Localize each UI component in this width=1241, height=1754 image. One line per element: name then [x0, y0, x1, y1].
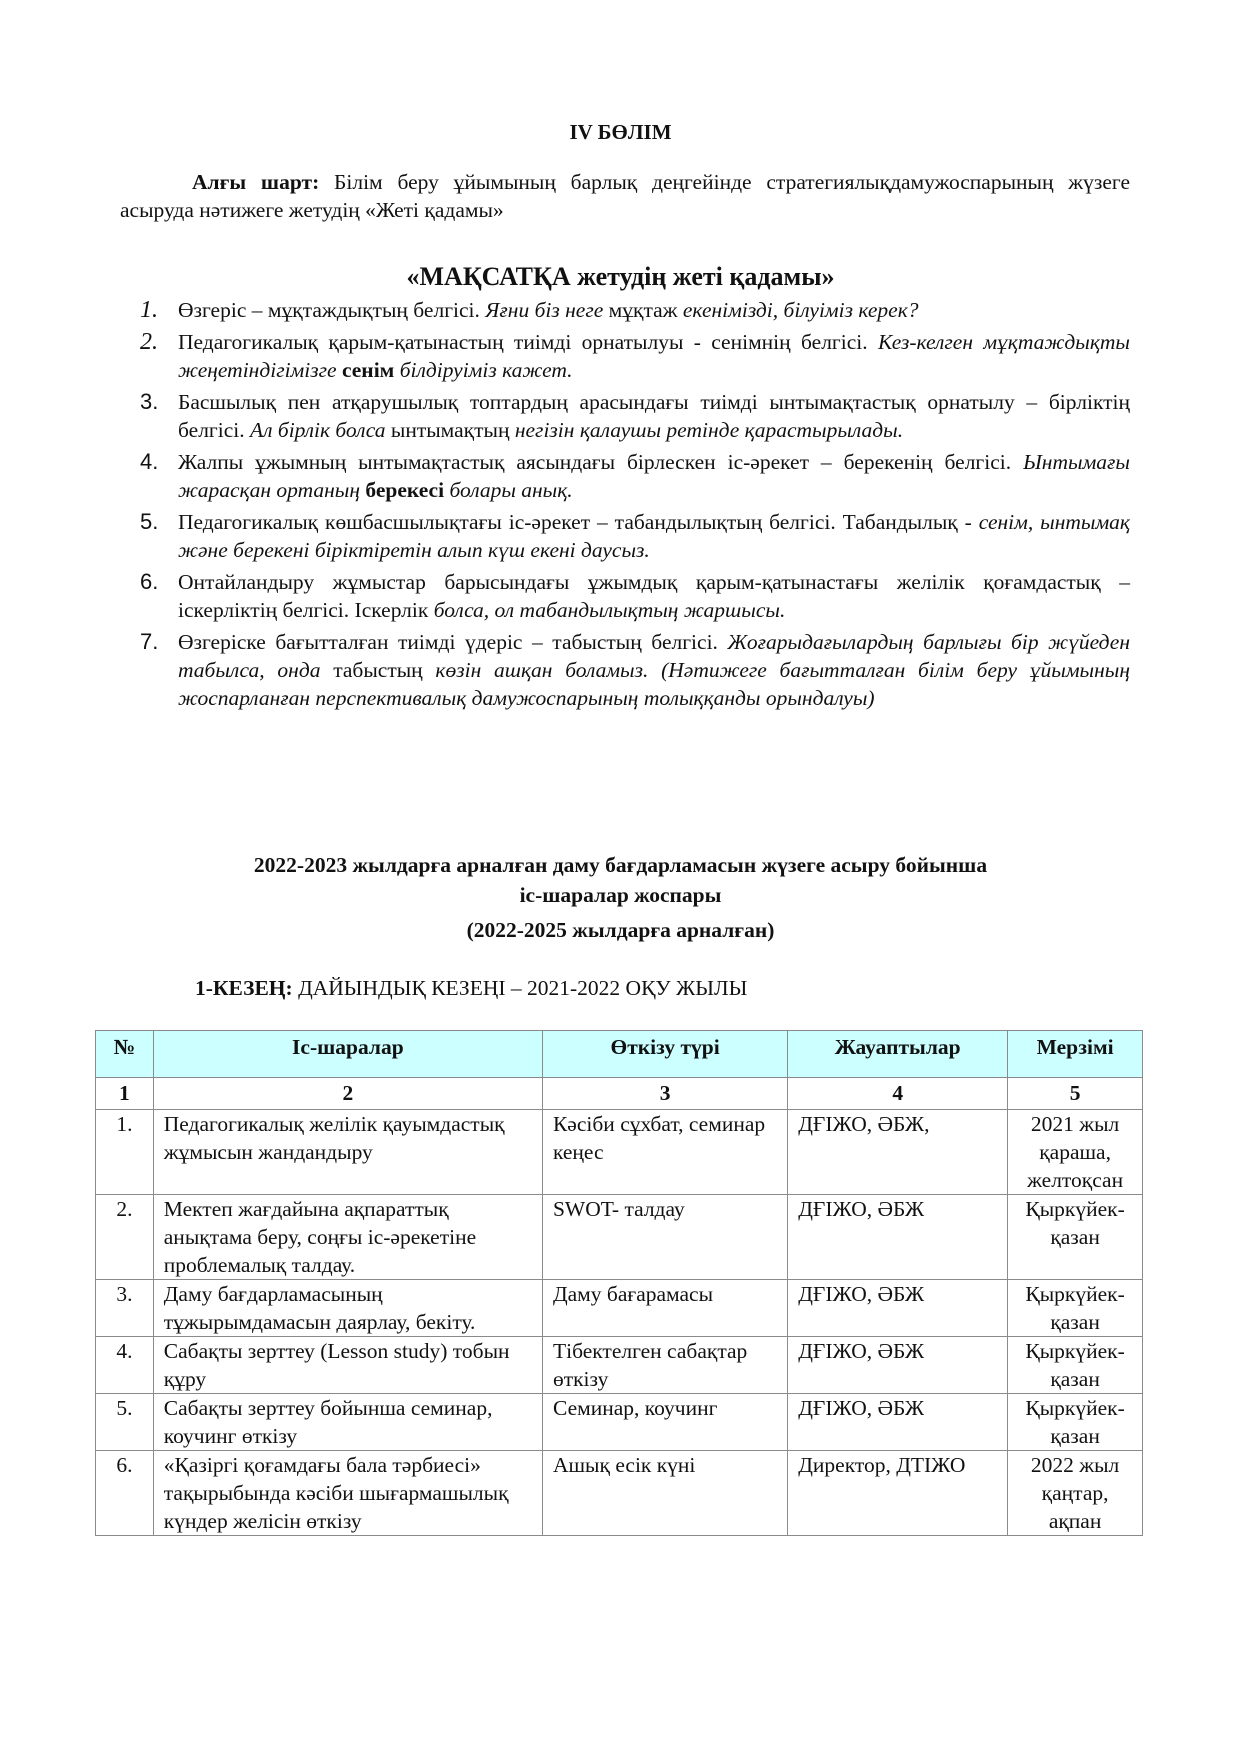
step-number: 3.	[140, 389, 159, 414]
plan-title-line-2: іс-шаралар жоспары	[519, 883, 722, 907]
step-text: ынтымақтың	[390, 418, 515, 442]
step-text: Жоғарыдағылардың барлығы бір жүйеден табылса, онда	[178, 630, 1130, 682]
section-title: IV БӨЛІМ	[569, 120, 672, 144]
table-row	[96, 1394, 1143, 1451]
step-text: Өзгеріс – мұқтаждықтың белгісі.	[178, 298, 486, 322]
table-row	[96, 1337, 1143, 1394]
column-number: 4	[788, 1078, 1008, 1110]
cell-deadline: Қыркүйек-қазан	[1008, 1337, 1143, 1394]
table-row	[96, 1110, 1143, 1195]
cell-activity: Педагогикалық желілік қауымдастық жұмысын жандандыру	[153, 1110, 542, 1195]
cell-activity: Даму бағдарламасының тұжырымдамасын даярлау, бекіту.	[153, 1280, 542, 1337]
cell-row-number: 3.	[96, 1280, 154, 1337]
column-header-number: №	[96, 1031, 154, 1078]
step-item	[120, 448, 1130, 504]
steps-list	[120, 296, 1130, 716]
cell-row-number: 6.	[96, 1451, 154, 1536]
step-text: сенім, ынтымақ және берекені біріктіретін алып күш екені даусыз.	[178, 510, 1130, 562]
table-header-row	[96, 1031, 1143, 1078]
plan-table	[95, 1030, 1143, 1536]
step-text: екенімізді, білуіміз керек?	[682, 298, 919, 322]
step-number: 2.	[140, 329, 158, 355]
step-number: 5.	[140, 509, 159, 534]
column-number: 5	[1008, 1078, 1143, 1110]
cell-deadline: Қыркүйек-қазан	[1008, 1195, 1143, 1280]
step-text: Яғни біз неге	[485, 298, 609, 322]
cell-activity: Сабақты зерттеу (Lesson study) тобын құру	[153, 1337, 542, 1394]
step-number: 1.	[140, 297, 158, 323]
step-text: сенім	[341, 358, 395, 382]
step-text: болса, ол табандылықтың жаршысы.	[433, 598, 786, 622]
column-header-responsible: Жауаптылар	[788, 1031, 1008, 1078]
cell-activity: «Қазіргі қоғамдағы бала тәрбиесі» тақырыбында кәсіби шығармашылық күндер желісін өткізу	[153, 1451, 542, 1536]
step-text: көзін ашқан боламыз. (Нәтижеге бағытталған білім беру ұйымының жоспарланған перспективалық дамужоспарының толыққанды орындалуы)	[178, 658, 1130, 710]
column-number: 3	[542, 1078, 787, 1110]
step-text: Ынтымағы жарасқан ортаның	[178, 450, 1130, 502]
cell-responsible: Директор, ДТІЖО	[788, 1451, 1008, 1536]
step-item	[120, 296, 1130, 324]
plan-subtitle: (2022-2025 жылдарға арналған)	[466, 918, 775, 942]
cell-format: SWOT- талдау	[542, 1195, 787, 1280]
cell-responsible: ДҒІЖО, ӘБЖ	[788, 1280, 1008, 1337]
column-number-row	[96, 1078, 1143, 1110]
table-row	[96, 1195, 1143, 1280]
cell-format: Кәсіби сұхбат, семинар кеңес	[542, 1110, 787, 1195]
cell-activity: Мектеп жағдайына ақпараттық анықтама беру, соңғы іс-әрекетіне проблемалық талдау.	[153, 1195, 542, 1280]
step-text: мұқтаж	[608, 298, 683, 322]
step-item	[120, 568, 1130, 624]
cell-row-number: 2.	[96, 1195, 154, 1280]
cell-row-number: 1.	[96, 1110, 154, 1195]
step-number: 4.	[140, 449, 159, 474]
column-header-format: Өткізу түрі	[542, 1031, 787, 1078]
table-row	[96, 1451, 1143, 1536]
cell-deadline: Қыркүйек-қазан	[1008, 1394, 1143, 1451]
cell-deadline: 2022 жыл қаңтар, ақпан	[1008, 1451, 1143, 1536]
column-number: 2	[153, 1078, 542, 1110]
cell-format: Семинар, коучинг	[542, 1394, 787, 1451]
cell-responsible: ДҒІЖО, ӘБЖ,	[788, 1110, 1008, 1195]
step-text: берекесі	[365, 478, 445, 502]
step-text: Жалпы ұжымның ынтымақтастық аясындағы бірлескен іс-әрекет – берекенің белгісі.	[178, 450, 1024, 474]
step-number: 7.	[140, 629, 159, 654]
cell-deadline: Қыркүйек-қазан	[1008, 1280, 1143, 1337]
cell-format: Ашық есік күні	[542, 1451, 787, 1536]
stage-text: ДАЙЫНДЫҚ КЕЗЕҢІ – 2021-2022 ОҚУ ЖЫЛЫ	[292, 976, 748, 1000]
step-item	[120, 628, 1130, 712]
table-row	[96, 1280, 1143, 1337]
cell-row-number: 5.	[96, 1394, 154, 1451]
cell-format: Тібектелген сабақтар өткізу	[542, 1337, 787, 1394]
cell-activity: Сабақты зерттеу бойынша семинар, коучинг өткізу	[153, 1394, 542, 1451]
column-header-activities: Іс-шаралар	[153, 1031, 542, 1078]
step-item	[120, 388, 1130, 444]
column-number: 1	[96, 1078, 154, 1110]
cell-responsible: ДҒІЖО, ӘБЖ	[788, 1195, 1008, 1280]
step-text: негізін қалаушы ретінде қарастырылады.	[514, 418, 904, 442]
premise-text: Білім беру ұйымының барлық деңгейінде стратегиялықдамужоспарының жүзеге асыруда нәтижеге жетудің «Жеті қадамы»	[120, 170, 1130, 222]
step-text: Ал бірлік болса	[250, 418, 391, 442]
stage-label: 1-КЕЗЕҢ:	[195, 976, 293, 1000]
cell-format: Даму бағарамасы	[542, 1280, 787, 1337]
cell-responsible: ДҒІЖО, ӘБЖ	[788, 1394, 1008, 1451]
step-number: 6.	[140, 569, 159, 594]
step-text: білдіруіміз кажет.	[394, 358, 573, 382]
step-text: Өзгеріске бағытталған тиімді үдеріс – табыстың белгісі.	[178, 630, 728, 654]
step-item	[120, 328, 1130, 384]
step-text: Онтайландыру жұмыстар барысындағы ұжымдық қарым-қатынастағы желілік қоғамдастық – іскерліктің белгісі. Іскерлік	[178, 570, 1130, 622]
cell-row-number: 4.	[96, 1337, 154, 1394]
column-header-deadline: Мерзімі	[1008, 1031, 1143, 1078]
step-text: Педагогикалық қарым-қатынастың тиімді орнатылуы - сенімнің белгісі.	[178, 330, 878, 354]
cell-deadline: 2021 жыл қараша, желтоқсан	[1008, 1110, 1143, 1195]
steps-title: «МАҚСАТҚА жетудің жеті қадамы»	[406, 262, 835, 291]
step-text: табыстың	[333, 658, 436, 682]
step-item	[120, 508, 1130, 564]
step-text: Педагогикалық көшбасшылықтағы іс-әрекет – табандылықтың белгісі. Табандылық -	[178, 510, 979, 534]
premise-paragraph	[120, 168, 1130, 224]
step-text: болары анық.	[444, 478, 573, 502]
step-text: Басшылық пен атқарушылық топтардың арасындағы тиімді ынтымақтастық орнатылу – бірліктің белгісі.	[178, 390, 1130, 442]
plan-title-line-1: 2022-2023 жылдарға арналған даму бағдарламасын жүзеге асыру бойынша	[253, 853, 988, 877]
cell-responsible: ДҒІЖО, ӘБЖ	[788, 1337, 1008, 1394]
plan-title	[0, 850, 1241, 910]
premise-label: Алғы шарт:	[192, 170, 320, 194]
stage-heading	[195, 976, 747, 1001]
step-text: Кез-келген мұқтаждықты жеңетіндігімізге	[178, 330, 1130, 382]
